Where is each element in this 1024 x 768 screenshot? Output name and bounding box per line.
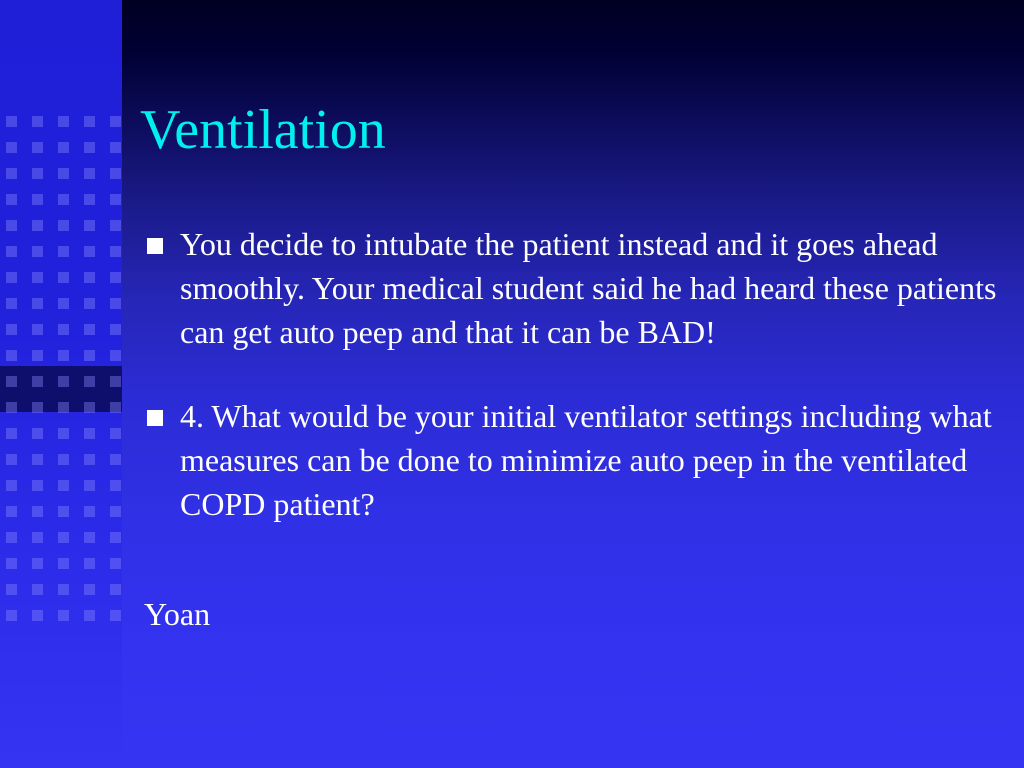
presenter-name: Yoan [144, 596, 211, 632]
bullet-text: You decide to intubate the patient instead and it goes ahead smoothly. Your medical student said he had heard these patients can get auto peep and that it can be BAD! [180, 226, 997, 350]
square-bullet-icon [147, 410, 163, 426]
bullet-item [140, 222, 1000, 354]
slide-title: Ventilation [140, 99, 386, 161]
bullet-item [140, 394, 1000, 526]
left-band-square-pattern [6, 116, 122, 636]
square-bullet-icon [147, 238, 163, 254]
bullet-text: 4. What would be your initial ventilator settings including what measures can be done to minimize auto peep in the ventilated COPD patient? [180, 398, 992, 522]
bullet-list [140, 222, 1000, 526]
left-band-dark-stripe [0, 0, 122, 120]
